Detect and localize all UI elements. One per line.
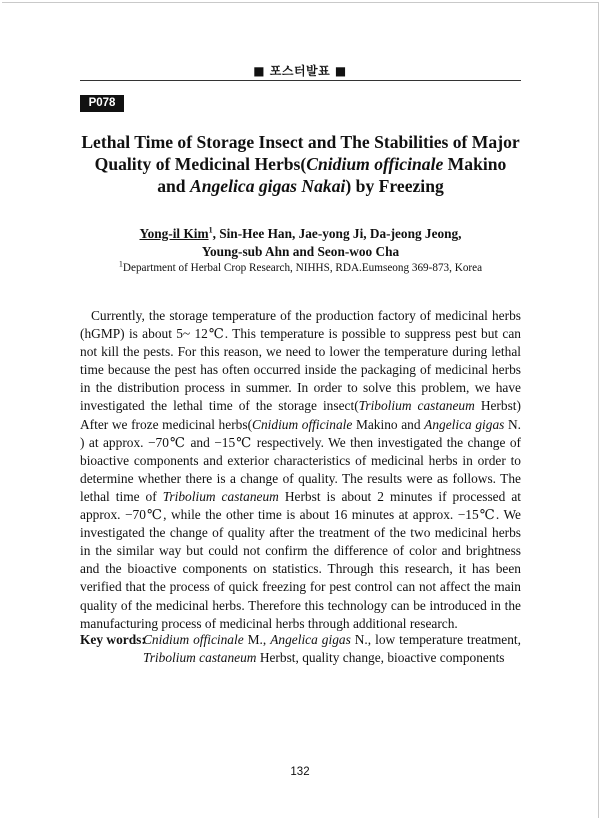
header-divider <box>80 80 521 81</box>
co-authors-line1: , Sin-Hee Han, Jae-yong Ji, Da-jeong Jeong, <box>212 226 462 241</box>
first-author: Yong-il Kim <box>139 226 209 241</box>
co-authors-line2: Young-sub Ahn and Seon-woo Cha <box>201 244 400 259</box>
page-frame-right <box>598 2 599 818</box>
title-text: Makino and <box>157 154 507 196</box>
abstract-species: Angelica gigas <box>424 416 505 432</box>
poster-code-badge: P078 <box>80 95 124 112</box>
abstract-species: Tribolium castaneum <box>358 398 475 414</box>
title-species-1: Cnidium officinale <box>306 154 444 174</box>
abstract <box>80 307 521 633</box>
section-header: ■ 포스터발표 ■ <box>253 64 347 78</box>
keyword-species: Cnidium officinale <box>143 632 244 647</box>
keyword-text: N., low temperature treatment, <box>350 632 521 647</box>
page-frame-top <box>2 2 598 3</box>
abstract-text: Makino and <box>352 416 425 432</box>
keyword-species: Angelica gigas <box>270 632 351 647</box>
abstract-text: Currently, the storage temperature of the production factory of medicinal herbs (hGMP) is about 5~ 12℃. This temperature is possible to suppress pest but can not kill the pests. For this reason, we need to lower the temperature during lethal time because the pest has often occurred inside the packaging of medicinal herbs in the distribution process in summer. In order to solve this problem, we have investigated the lethal time of the storage insect( <box>80 308 521 414</box>
paper-title <box>80 131 521 197</box>
author-list <box>80 225 521 261</box>
abstract-species: Cnidium officinale <box>252 416 353 432</box>
affiliation-text: Department of Herbal Crop Research, NIHHS, RDA.Eumseong 369-873, Korea <box>122 262 483 274</box>
keyword-species: Tribolium castaneum <box>143 650 257 666</box>
abstract-text: N. ) at approx. −70℃ and −15℃ respectively. We then investigated the change of bioactive components and exterior characteristics of medicinal herbs in order to determine whether there is a change of quality. The results were as follows. The lethal time of <box>80 416 521 504</box>
keyword-text: Herbst, quality change, bioactive components <box>256 650 505 666</box>
affiliation <box>80 261 521 276</box>
abstract-text: Herbst is about 2 minutes if processed at approx. −70℃, while the other time is about 16 minutes at approx. −15℃. We investigated the change of quality after the treatment of the two medicinal herbs in the similar way but could not confirm the difference of color and brightness and the bioactive components on statistics. Through this research, it has been verified that the process of quick freezing for pest control can not affect the main quality of the medicinal herbs. Therefore this technology can be introduced in the manufacturing process of medicinal herbs through additional research. <box>80 488 521 631</box>
keywords-block <box>80 631 521 667</box>
first-author-affiliation-mark: 1 <box>208 225 213 235</box>
keywords-label: Key words: <box>80 632 146 647</box>
keywords-list <box>143 631 521 667</box>
keyword-text: M., <box>243 632 271 647</box>
title-text: ) by Freezing <box>345 176 444 196</box>
page-number: 132 <box>290 766 310 778</box>
title-text: Lethal Time of Storage Insect and The Stabilities of Major Quality of Medicinal Herbs( <box>81 132 520 174</box>
affiliation-mark: 1 <box>118 259 123 269</box>
abstract-text: Herbst) After we froze medicinal herbs( <box>80 398 521 432</box>
abstract-species: Tribolium castaneum <box>162 488 279 504</box>
title-species-2: Angelica gigas Nakai <box>189 176 346 196</box>
